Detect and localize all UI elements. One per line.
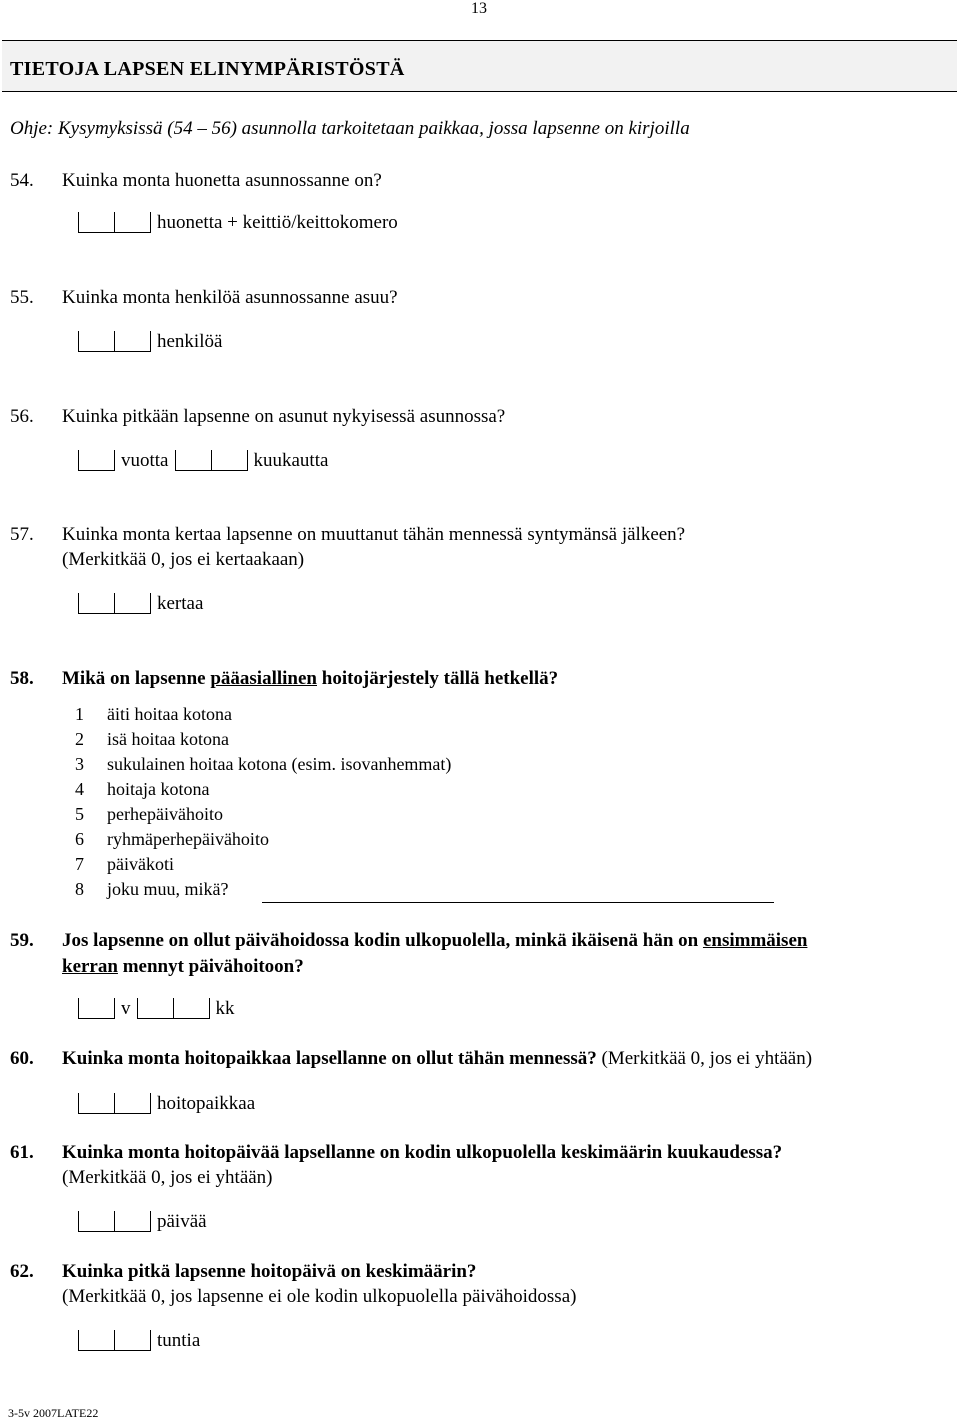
page-number: 13 [471, 0, 487, 17]
q54-question: Kuinka monta huonetta asunnossanne on? [62, 170, 382, 191]
q59-unit-years: v [121, 998, 131, 1019]
q57-answer[interactable] [78, 592, 209, 614]
digit-box[interactable] [78, 1330, 114, 1351]
q55-question: Kuinka monta henkilöä asunnossanne asuu? [62, 287, 398, 308]
q56-number: 56. [10, 406, 34, 427]
footer-code: 3-5v 2007LATE22 [8, 1406, 99, 1420]
q62-unit: tuntia [157, 1330, 201, 1351]
q58-option[interactable]: 3 sukulainen hoitaa kotona (esim. isovanhemmat) [75, 754, 452, 774]
digit-box[interactable] [78, 1211, 114, 1232]
digit-box[interactable] [137, 998, 173, 1019]
q55-unit: henkilöä [157, 331, 223, 352]
digit-box[interactable] [114, 212, 151, 233]
q57-question: Kuinka monta kertaa lapsenne on muuttanut tähän mennessä syntymänsä jälkeen? [62, 524, 686, 545]
q55-number: 55. [10, 287, 34, 308]
digit-box[interactable] [78, 1093, 114, 1114]
digit-box[interactable] [114, 331, 151, 352]
q57-unit: kertaa [157, 593, 204, 614]
q61-unit: päivää [157, 1211, 207, 1232]
q61-number: 61. [10, 1142, 34, 1163]
q57-note: (Merkitkää 0, jos ei kertaakaan) [62, 549, 305, 570]
q59-question-line2: kerran mennyt päivähoitoon? [62, 956, 304, 977]
q58-option[interactable]: 1 äiti hoitaa kotona [75, 704, 232, 724]
q59-number: 59. [10, 930, 34, 951]
q59-question-line1: Jos lapsenne on ollut päivähoidossa kodin ulkopuolella, minkä ikäisenä hän on ensimmäisen [62, 930, 808, 951]
q56-question: Kuinka pitkään lapsenne on asunut nykyisessä asunnossa? [62, 406, 506, 427]
digit-box[interactable] [173, 998, 210, 1019]
q62-answer[interactable] [78, 1329, 206, 1351]
digit-box[interactable] [78, 212, 114, 233]
q60-unit: hoitopaikkaa [157, 1093, 256, 1114]
q54-number: 54. [10, 170, 34, 191]
digit-box[interactable] [175, 450, 211, 471]
q62-question: Kuinka pitkä lapsenne hoitopäivä on keskimäärin? [62, 1261, 477, 1282]
digit-box[interactable] [78, 593, 114, 614]
q58-question: Mikä on lapsenne pääasiallinen hoitojärjestely tällä hetkellä? [62, 668, 559, 689]
q62-number: 62. [10, 1261, 34, 1282]
q57-number: 57. [10, 524, 34, 545]
instruction-text: Ohje: Kysymyksissä (54 – 56) asunnolla tarkoitetaan paikkaa, jossa lapsenne on kirjoilla [10, 118, 690, 139]
digit-box[interactable] [114, 1093, 151, 1114]
q54-unit: huonetta + keittiö/keittokomero [157, 212, 398, 233]
q59-unit-months: kk [215, 998, 235, 1019]
q56-unit-months: kuukautta [253, 450, 329, 471]
digit-box[interactable] [114, 1211, 151, 1232]
q58-option[interactable]: 7 päiväkoti [75, 854, 174, 874]
q60-number: 60. [10, 1048, 34, 1069]
digit-box[interactable] [114, 593, 151, 614]
q60-question: Kuinka monta hoitopaikkaa lapsellanne on ollut tähän mennessä? (Merkitkää 0, jos ei yhtään) [62, 1048, 813, 1069]
q62-note: (Merkitkää 0, jos lapsenne ei ole kodin ulkopuolella päivähoidossa) [62, 1286, 577, 1307]
q56-answer[interactable] [78, 449, 334, 471]
digit-box[interactable] [114, 1330, 151, 1351]
q58-other-answer-line[interactable] [262, 882, 774, 903]
digit-box[interactable] [211, 450, 248, 471]
section-title: TIETOJA LAPSEN ELINYMPÄRISTÖSTÄ [10, 58, 405, 80]
q61-answer[interactable] [78, 1210, 213, 1232]
digit-box[interactable] [78, 331, 114, 352]
q55-answer[interactable] [78, 330, 228, 352]
digit-box[interactable] [78, 998, 115, 1019]
q61-note: (Merkitkää 0, jos ei yhtään) [62, 1167, 273, 1188]
q56-unit-years: vuotta [121, 450, 169, 471]
q58-number: 58. [10, 668, 34, 689]
q58-option[interactable]: 8 joku muu, mikä? [75, 879, 229, 899]
digit-box[interactable] [78, 450, 115, 471]
q58-option[interactable]: 2 isä hoitaa kotona [75, 729, 229, 749]
q59-answer[interactable] [78, 997, 241, 1019]
q58-option[interactable]: 4 hoitaja kotona [75, 779, 210, 799]
q54-answer[interactable] [78, 211, 404, 233]
q58-option[interactable]: 6 ryhmäperhepäivähoito [75, 829, 269, 849]
q60-answer[interactable] [78, 1092, 261, 1114]
q58-option[interactable]: 5 perhepäivähoito [75, 804, 223, 824]
q61-question: Kuinka monta hoitopäivää lapsellanne on kodin ulkopuolella keskimäärin kuukaudessa? [62, 1142, 783, 1163]
